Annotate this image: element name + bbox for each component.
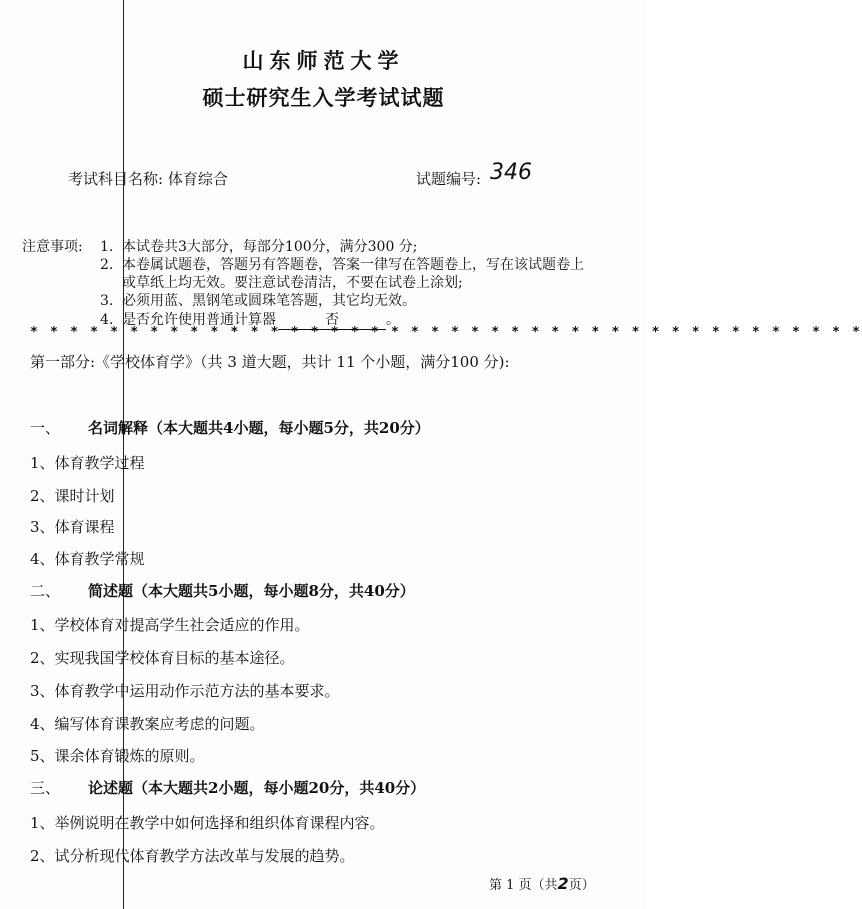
question-item: 4、编写体育课教案应考虑的问题。 — [30, 715, 265, 733]
note-item — [100, 236, 418, 256]
code-value: 346 — [490, 160, 532, 185]
exam-title: 硕士研究生入学考试试题 — [202, 85, 445, 110]
note-number: 4. — [100, 312, 114, 328]
note-item — [100, 290, 416, 310]
note-text: 或草纸上均无效。要注意试卷清洁，不要在试卷上涂划; — [122, 275, 463, 291]
note-text: 必须用蓝、黑钢笔或圆珠笔答题，其它均无效。 — [122, 293, 416, 309]
subject-label: 考试科目名称: — [68, 170, 164, 188]
part1-title: 第一部分:《学校体育学》（共 3 道大题，共计 11 个小题，满分100 分): — [30, 353, 510, 371]
university-title: 山东师范大学 — [242, 48, 405, 73]
page-footer — [489, 874, 595, 893]
separator-stars: * * * * * * * * * * * * * * * * * * * * * * * * * * * * * * * * * * * * * * * * * * — [30, 325, 862, 340]
note-end: 。 — [386, 312, 400, 328]
section-heading — [30, 417, 430, 438]
note-number: 1. — [100, 239, 114, 255]
section-number: 一、 — [30, 419, 61, 437]
question-item: 3、体育课程 — [30, 518, 115, 536]
note-text: 是否允许使用普通计算器 — [122, 312, 276, 328]
page-prefix: 第 1 页（共 — [489, 878, 558, 893]
section-title: 论述题（本大题共2小题，每小题20分，共40分） — [88, 779, 426, 797]
total-pages: 2 — [557, 874, 569, 893]
question-item: 2、课时计划 — [30, 487, 115, 505]
subject-value: 体育综合 — [167, 170, 228, 188]
question-item: 2、试分析现代体育教学方法改革与发展的趋势。 — [30, 847, 355, 865]
section-heading — [30, 580, 415, 601]
note-item — [100, 254, 584, 274]
page-suffix: 页） — [568, 878, 595, 893]
question-item: 4、体育教学常规 — [30, 550, 145, 568]
question-item: 2、实现我国学校体育目标的基本途径。 — [30, 649, 295, 667]
subject-line — [68, 168, 228, 189]
question-item: 5、课余体育锻炼的原则。 — [30, 747, 205, 765]
section-title: 简述题（本大题共5小题，每小题8分，共40分） — [88, 582, 415, 600]
code-label: 试题编号: — [416, 170, 482, 188]
notes-label: 注意事项: — [22, 239, 83, 255]
note-text: 本卷属试题卷，答题另有答题卷，答案一律写在答题卷上，写在该试题卷上 — [122, 257, 584, 273]
section-number: 三、 — [30, 779, 61, 797]
section-number: 二、 — [30, 582, 61, 600]
question-item: 1、体育教学过程 — [30, 454, 145, 472]
section-title: 名词解释（本大题共4小题，每小题5分，共20分） — [88, 419, 430, 437]
question-item: 3、体育教学中运用动作示范方法的基本要求。 — [30, 682, 340, 700]
note-number: 3. — [100, 293, 114, 309]
note-text: 本试卷共3大部分，每部分100分，满分300 分; — [122, 239, 418, 255]
question-item: 1、学校体育对提高学生社会适应的作用。 — [30, 616, 310, 634]
calculator-answer: 否 — [278, 309, 386, 330]
question-item: 1、举例说明在教学中如何选择和组织体育课程内容。 — [30, 814, 385, 832]
note-item — [100, 272, 463, 292]
note-number: 2. — [100, 257, 114, 273]
section-heading — [30, 777, 425, 798]
